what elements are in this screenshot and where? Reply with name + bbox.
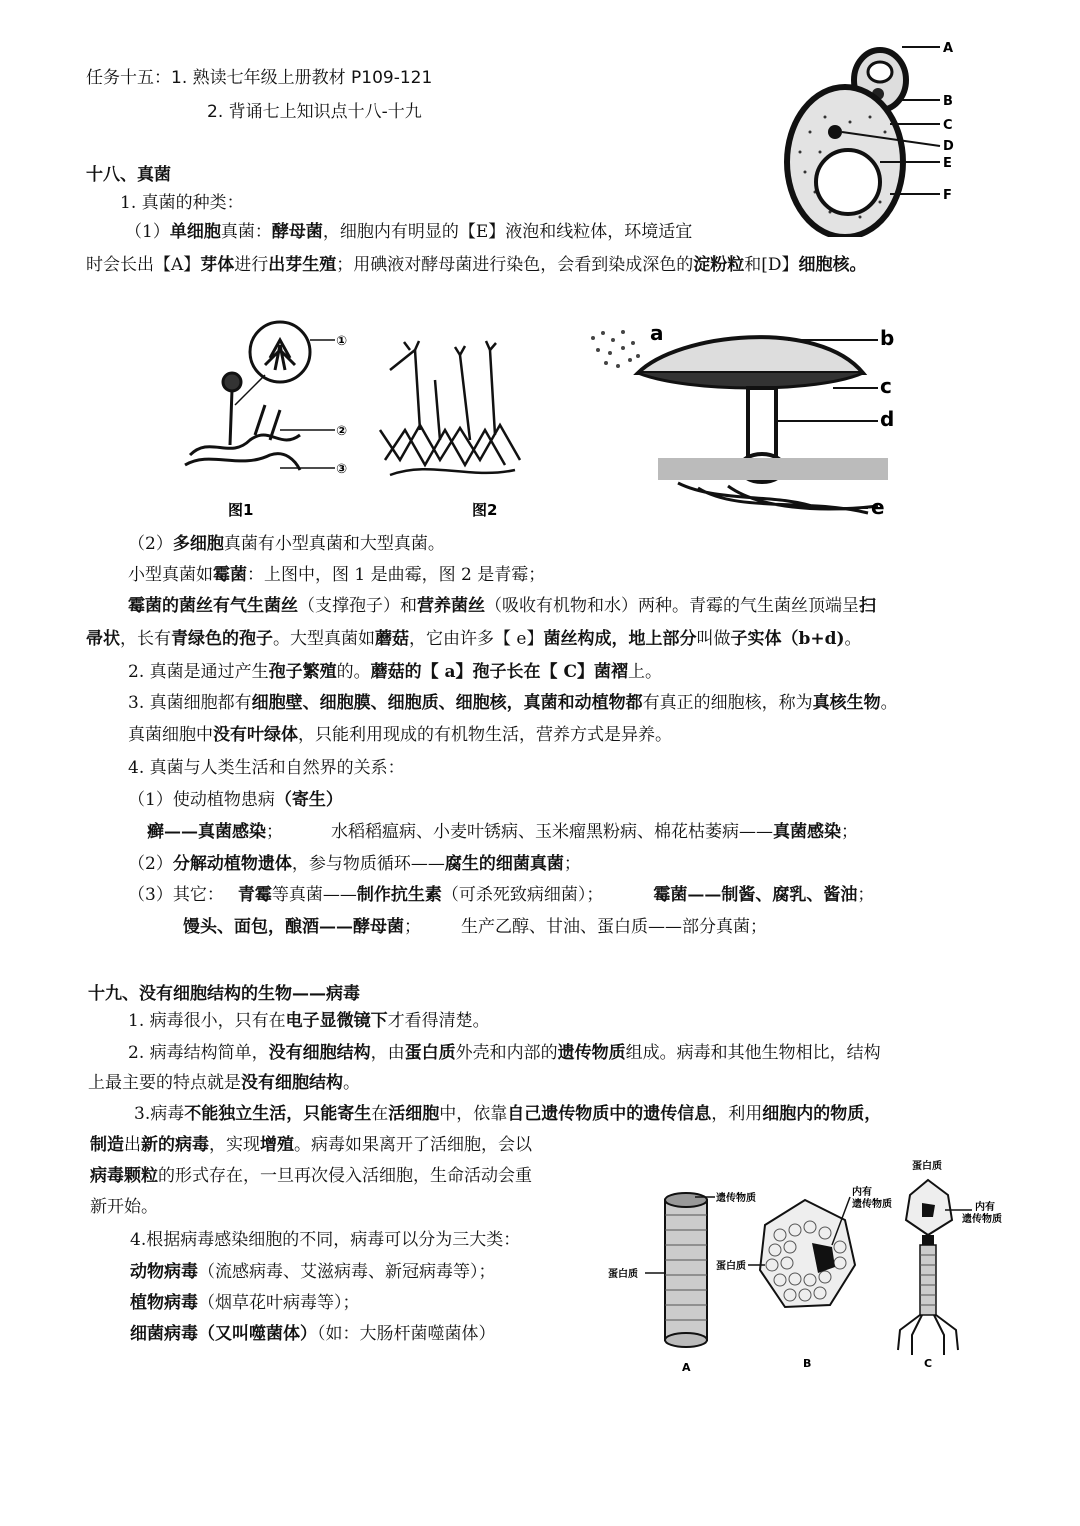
task-line-1: 任务十五：1. 熟读七年级上册教材 P109-121 bbox=[86, 68, 433, 88]
s18-p8: 真菌细胞中没有叶绿体，只能利用现成的有机物生活，营养方式是异养。 bbox=[128, 725, 672, 745]
mushroom-figure bbox=[578, 318, 898, 523]
s18-p14: 馒头、面包，酿酒——酵母菌； 生产乙醇、甘油、蛋白质——部分真菌； bbox=[183, 917, 767, 937]
s19-q3: 上最主要的特点就是没有细胞结构。 bbox=[88, 1073, 360, 1093]
virus-b-label: B bbox=[803, 1357, 812, 1370]
s18-p3: 小型真菌如霉菌：上图中，图 1 是曲霉，图 2 是青霉； bbox=[128, 565, 546, 585]
s18-p6: 2. 真菌是通过产生孢子繁殖的。蘑菇的【 a】孢子长在【 C】菌褶上。 bbox=[128, 662, 663, 682]
fig1-caption: 图1 bbox=[228, 501, 254, 519]
s19-q10: 植物病毒（烟草花叶病毒等）； bbox=[130, 1293, 360, 1313]
virus-b-inner2: 遗传物质 bbox=[852, 1199, 892, 1210]
s18-p7: 3. 真菌细胞都有细胞壁、细胞膜、细胞质、细胞核，真菌和动植物都有真正的细胞核，称为真核生物。 bbox=[128, 693, 898, 713]
virus-a-protein: 蛋白质 bbox=[608, 1269, 638, 1280]
s19-q9: 动物病毒（流感病毒、艾滋病毒、新冠病毒等）； bbox=[130, 1262, 496, 1282]
yeast-label-e: E bbox=[943, 156, 952, 171]
mold-label-3: ③ bbox=[336, 462, 348, 477]
s19-q5: 制造出新的病毒，实现增殖。病毒如果离开了活细胞，会以 bbox=[90, 1135, 532, 1155]
virus-a-label: A bbox=[682, 1361, 691, 1374]
mushroom-label-d: d bbox=[880, 407, 895, 431]
virus-a-genetic: 遗传物质 bbox=[716, 1193, 756, 1204]
virus-c-protein: 蛋白质 bbox=[912, 1161, 942, 1172]
mold-figures bbox=[170, 310, 550, 525]
yeast-figure bbox=[780, 22, 960, 237]
s18-p1: 1. 真菌的种类： bbox=[120, 193, 244, 213]
s18-p9: 4. 真菌与人类生活和自然界的关系： bbox=[128, 758, 405, 778]
s19-q4: 3.病毒不能独立生活，只能寄生在活细胞中，依靠自己遗传物质中的遗传信息，利用细胞内的物质， bbox=[134, 1104, 882, 1124]
virus-figure bbox=[600, 1155, 1020, 1375]
virus-c-inner: 内有 bbox=[975, 1202, 995, 1213]
s18-p1a: （1）单细胞真菌：酵母菌，细胞内有明显的【E】液泡和线粒体，环境适宜 bbox=[125, 222, 693, 242]
task-line-2: 2. 背诵七上知识点十八-十九 bbox=[207, 102, 422, 122]
mushroom-label-e: e bbox=[871, 495, 885, 519]
s19-q1: 1. 病毒很小，只有在电子显微镜下才看得清楚。 bbox=[128, 1011, 490, 1031]
mold-label-1: ① bbox=[336, 334, 348, 349]
s18-p13: （3）其它： 青霉等真菌——制作抗生素（可杀死致病细菌）； 霉菌——制酱、腐乳、酱油； bbox=[128, 885, 875, 905]
s18-p10: （1）使动植物患病（寄生） bbox=[128, 790, 343, 810]
virus-b-inner: 内有 bbox=[852, 1187, 872, 1198]
virus-b-protein: 蛋白质 bbox=[716, 1261, 746, 1272]
s19-q2: 2. 病毒结构简单，没有细胞结构，由蛋白质外壳和内部的遗传物质组成。病毒和其他生物相比，结构 bbox=[128, 1043, 881, 1063]
virus-c-label: C bbox=[924, 1357, 933, 1370]
yeast-label-d: D bbox=[943, 139, 954, 154]
s18-p5: 帚状，长有青绿色的孢子。大型真菌如蘑菇，它由许多【 e】菌丝构成，地上部分叫做子实体（b+d)。 bbox=[86, 629, 862, 649]
yeast-label-a: A bbox=[943, 41, 954, 56]
fig2-caption: 图2 bbox=[472, 501, 498, 519]
section-18-title: 十八、真菌 bbox=[86, 165, 171, 185]
yeast-label-c: C bbox=[943, 118, 953, 133]
virus-c-inner2: 遗传物质 bbox=[962, 1214, 1002, 1225]
s18-p11: 癣——真菌感染； 水稻稻瘟病、小麦叶锈病、玉米瘤黑粉病、棉花枯萎病——真菌感染； bbox=[147, 822, 858, 842]
s18-p2: （2）多细胞真菌有小型真菌和大型真菌。 bbox=[128, 534, 445, 554]
mold-label-2: ② bbox=[336, 424, 348, 439]
s18-p1b: 时会长出【A】芽体进行出芽生殖；用碘液对酵母菌进行染色，会看到染成深色的淀粉粒和[D】细胞核。 bbox=[86, 255, 867, 275]
mushroom-label-c: c bbox=[880, 374, 892, 398]
s18-p12: （2）分解动植物遗体，参与物质循环——腐生的细菌真菌； bbox=[128, 854, 581, 874]
s19-q6: 病毒颗粒的形式存在，一旦再次侵入活细胞，生命活动会重 bbox=[90, 1166, 532, 1186]
yeast-label-b: B bbox=[943, 94, 953, 109]
s19-q8: 4.根据病毒感染细胞的不同，病毒可以分为三大类： bbox=[130, 1230, 521, 1250]
mushroom-label-b: b bbox=[880, 326, 895, 350]
mushroom-label-a: a bbox=[650, 321, 664, 345]
section-19-title: 十九、没有细胞结构的生物——病毒 bbox=[88, 984, 360, 1004]
yeast-label-f: F bbox=[943, 188, 952, 203]
s19-q11: 细菌病毒（又叫噬菌体）（如：大肠杆菌噬菌体） bbox=[130, 1324, 496, 1344]
s18-p4: 霉菌的菌丝有气生菌丝（支撑孢子）和营养菌丝（吸收有机物和水）两种。青霉的气生菌丝顶端呈扫 bbox=[128, 596, 876, 616]
s19-q7: 新开始。 bbox=[90, 1197, 158, 1217]
